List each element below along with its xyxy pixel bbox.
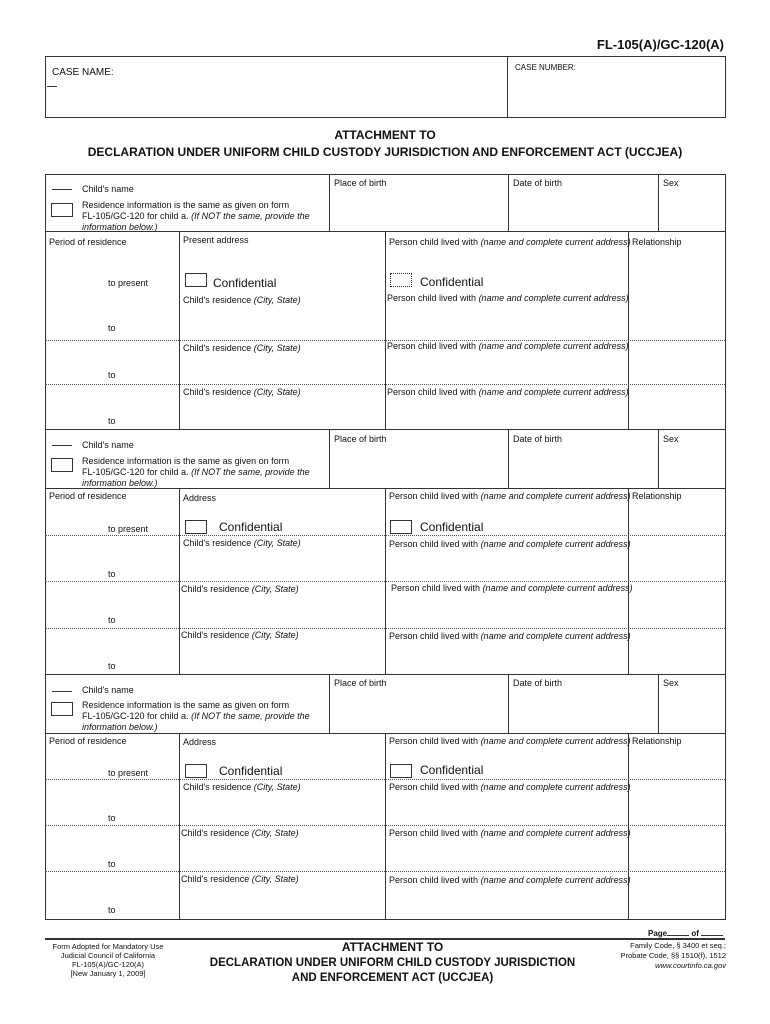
- address-confidential-label: Confidential: [213, 276, 277, 290]
- person-lived-with-label: Person child lived with (name and complete current address): [389, 828, 631, 838]
- childs-name-label: Child's name: [82, 440, 134, 450]
- person-lived-with-label: Person child lived with (name and complete current address): [387, 341, 629, 351]
- childs-residence-label: Child's residence (City, State): [181, 630, 299, 640]
- childs-residence-label: Child's residence (City, State): [183, 782, 301, 792]
- code-citations: Family Code, § 3400 et seq.; Probate Code, §§ 1510(f), 1512 www.courtinfo.ca.gov: [620, 941, 726, 970]
- to-label: to: [108, 615, 116, 625]
- title-line-2: DECLARATION UNDER UNIFORM CHILD CUSTODY JURISDICTION AND ENFORCEMENT ACT (UCCJEA): [87, 145, 683, 159]
- sex-label: Sex: [663, 178, 679, 188]
- person-lived-with-label: Person child lived with (name and complete current address): [387, 293, 629, 303]
- address-confidential-label: Confidential: [219, 520, 283, 534]
- childs-residence-label: Child's residence (City, State): [183, 343, 301, 353]
- person-lived-with-label: Person child lived with (name and complete current address): [389, 491, 631, 501]
- person-confidential-checkbox[interactable]: [390, 764, 412, 778]
- childs-name-label: Child's name: [82, 184, 134, 194]
- sex-label: Sex: [663, 678, 679, 688]
- person-lived-with-label: Person child lived with (name and complete current address): [389, 539, 631, 549]
- date-of-birth-label: Date of birth: [513, 434, 563, 444]
- person-confidential-label: Confidential: [420, 275, 484, 289]
- to-label: to: [108, 569, 116, 579]
- place-of-birth-label: Place of birth: [334, 434, 387, 444]
- childs-residence-label: Child's residence (City, State): [183, 538, 301, 548]
- person-lived-with-label: Person child lived with (name and complete current address): [389, 782, 631, 792]
- person-lived-with-label: Person child lived with (name and complete current address): [389, 875, 631, 885]
- form-id: FL-105(A)/GC-120(A): [596, 37, 724, 52]
- childs-residence-label: Child's residence (City, State): [181, 874, 299, 884]
- case-number-label: CASE NUMBER:: [515, 63, 576, 72]
- to-present-label: to present: [108, 278, 149, 288]
- residence-same-checkbox[interactable]: [51, 203, 73, 217]
- to-present-label: to present: [108, 768, 149, 778]
- person-confidential-label: Confidential: [420, 520, 484, 534]
- residence-same-checkbox[interactable]: [51, 702, 73, 716]
- case-name-field[interactable]: [48, 80, 503, 114]
- period-of-residence-label: Period of residence: [49, 736, 127, 746]
- person-confidential-label: Confidential: [420, 763, 484, 777]
- sex-label: Sex: [663, 434, 679, 444]
- address-confidential-checkbox[interactable]: [185, 520, 207, 534]
- address-label: Address: [183, 493, 217, 503]
- address-label: Address: [183, 737, 217, 747]
- address-confidential-checkbox[interactable]: [185, 764, 207, 778]
- to-label: to: [108, 370, 116, 380]
- title-line-1: ATTACHMENT TO: [334, 128, 436, 142]
- residence-same-text: Residence information is the same as given on form FL-105/GC-120 for child a. (If NOT the same, provide the information below.): [82, 456, 310, 488]
- person-lived-with-label: Person child lived with (name and complete current address): [387, 387, 629, 397]
- place-of-birth-label: Place of birth: [334, 678, 387, 688]
- residence-same-checkbox[interactable]: [51, 458, 73, 472]
- childs-name-label: Child's name: [82, 685, 134, 695]
- relationship-label: Relationship: [632, 237, 682, 247]
- person-lived-with-label: Person child lived with (name and complete current address): [389, 237, 631, 247]
- footer-title: ATTACHMENT TO DECLARATION UNDER UNIFORM CHILD CUSTODY JURISDICTION AND ENFORCEMENT ACT (UCCJEA): [209, 940, 576, 984]
- person-lived-with-label: Person child lived with (name and complete current address): [389, 736, 631, 746]
- date-of-birth-label: Date of birth: [513, 178, 563, 188]
- relationship-label: Relationship: [632, 736, 682, 746]
- to-label: to: [108, 859, 116, 869]
- page-number: Page of: [648, 928, 723, 939]
- to-label: to: [108, 416, 116, 426]
- date-of-birth-label: Date of birth: [513, 678, 563, 688]
- person-confidential-checkbox[interactable]: [390, 520, 412, 534]
- childs-residence-label: Child's residence (City, State): [183, 387, 301, 397]
- residence-same-text: Residence information is the same as given on form FL-105/GC-120 for child a. (If NOT the same, provide the information below.): [82, 700, 310, 732]
- period-of-residence-label: Period of residence: [49, 491, 127, 501]
- place-of-birth-label: Place of birth: [334, 178, 387, 188]
- person-lived-with-label: Person child lived with (name and complete current address): [389, 631, 631, 641]
- to-label: to: [108, 905, 116, 915]
- person-confidential-checkbox[interactable]: [390, 273, 412, 287]
- form-adopted-block: Form Adopted for Mandatory Use Judicial Council of California FL-105(A)/GC-120(A) [New January 1, 2009]: [52, 942, 164, 978]
- childs-residence-label: Child's residence (City, State): [183, 295, 301, 305]
- childs-residence-label: Child's residence (City, State): [181, 584, 299, 594]
- residence-same-text: Residence information is the same as given on form FL-105/GC-120 for child a. (If NOT the same, provide the information below.): [82, 200, 310, 232]
- to-present-label: to present: [108, 524, 149, 534]
- childs-residence-label: Child's residence (City, State): [181, 828, 299, 838]
- address-confidential-label: Confidential: [219, 764, 283, 778]
- address-confidential-checkbox[interactable]: [185, 273, 207, 287]
- case-number-field[interactable]: [510, 76, 722, 114]
- person-lived-with-label: Person child lived with (name and complete current address): [391, 583, 633, 593]
- present-address-label: Present address: [183, 235, 249, 245]
- to-label: to: [108, 323, 116, 333]
- period-of-residence-label: Period of residence: [49, 237, 127, 247]
- case-name-label: CASE NAME:: [52, 67, 114, 78]
- relationship-label: Relationship: [632, 491, 682, 501]
- to-label: to: [108, 813, 116, 823]
- to-label: to: [108, 661, 116, 671]
